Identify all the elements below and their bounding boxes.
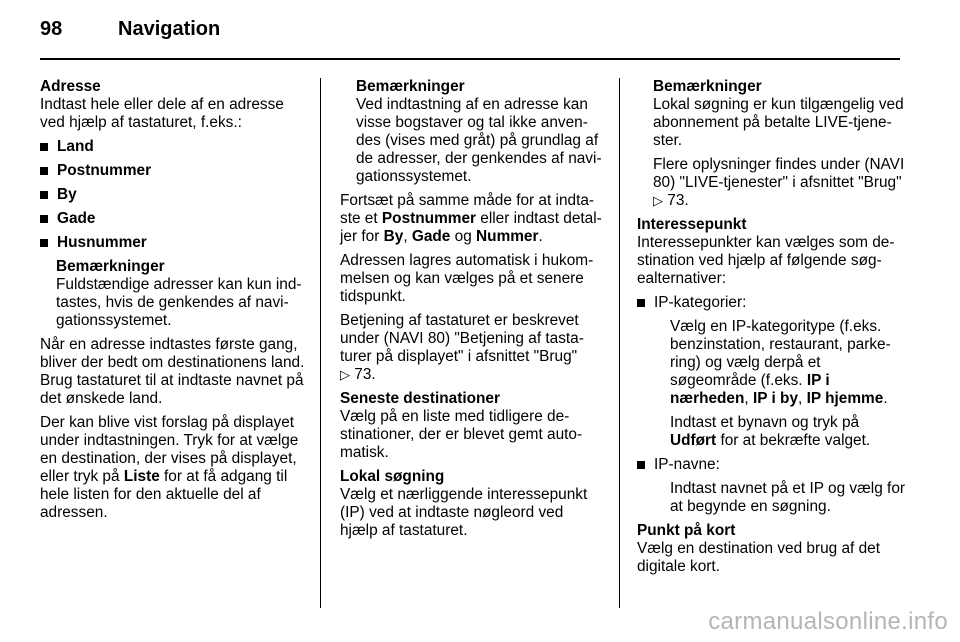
paragraph: Betjening af tastaturet er beskrevet under (NAVI 80) "Betjening af tastaturer på displayet" i afsnittet "Brug" ▷ 73.	[340, 312, 584, 383]
interesse-bullet-list	[637, 294, 905, 516]
note-text: Flere oplysninger findes under (NAVI 80) "LIVE-tjenester" i afsnittet "Brug" ▷ 73.	[653, 156, 905, 209]
bullet-icon	[637, 461, 645, 469]
column-2	[340, 78, 605, 546]
note-text: Fuldstændige adresser kan kun indtastes, hvis de genkendes af navigationssystemet.	[56, 276, 302, 329]
section-heading-lokal: Lokal søgning	[340, 468, 445, 485]
note-heading: Bemærkninger	[356, 78, 465, 95]
list-item: By	[40, 186, 305, 204]
header-rule	[40, 58, 900, 60]
paragraph: Adressen lagres automatisk i hukommelsen og kan vælges på et senere tidspunkt.	[340, 252, 594, 305]
column-divider	[320, 78, 321, 608]
page-title: Navigation	[118, 18, 221, 40]
column-1	[40, 78, 305, 528]
bullet-icon	[40, 167, 48, 175]
note-heading: Bemærkninger	[56, 258, 165, 275]
bullet-icon	[40, 143, 48, 151]
interesse-text: Interessepunkter kan vælges som destination ved hjælp af følgende søgealternativer:	[637, 234, 895, 287]
list-item: Husnummer	[40, 234, 305, 252]
page-ref-arrow-icon: ▷	[653, 193, 663, 208]
page-ref-arrow-icon: ▷	[340, 367, 350, 382]
page-ref: 73.	[667, 192, 689, 209]
note-box	[40, 258, 305, 330]
paragraph: Fortsæt på samme måde for at indtaste et Postnummer eller indtast detaljer for By, Gade og Nummer.	[340, 192, 602, 245]
watermark: carmanualsonline.info	[708, 608, 948, 635]
page-header	[40, 18, 220, 48]
seneste-text: Vælg på en liste med tidligere destinationer, der er blevet gemt automatisk.	[340, 408, 583, 461]
paragraph: Der kan blive vist forslag på displayet under indtastningen. Tryk for at vælge en destination, der vises på displayet, eller tryk på Liste for at få adgang til hele listen for den aktuelle del af adressen.	[40, 414, 299, 521]
section-heading-adresse: Adresse	[40, 78, 101, 95]
bullet-icon	[637, 299, 645, 307]
note-box	[340, 78, 605, 186]
list-item: Postnummer	[40, 162, 305, 180]
list-item: IP-navne: Indtast navnet på et IP og vælg for at begynde en søgning.	[637, 456, 905, 516]
list-item: Land	[40, 138, 305, 156]
bullet-icon	[40, 191, 48, 199]
list-item: Gade	[40, 210, 305, 228]
paragraph: Når en adresse indtastes første gang, bliver der bedt om destinationens land. Brug tastaturet til at indtaste navnet på det ønskede land.	[40, 336, 305, 407]
adresse-text: Indtast hele eller dele af en adresse ved hjælp af tastaturet, f.eks.:	[40, 96, 284, 131]
page-number: 98	[40, 18, 63, 40]
column-divider	[619, 78, 620, 608]
section-heading-interessepunkt: Interessepunkt	[637, 216, 747, 233]
note-text: Lokal søgning er kun tilgængelig ved abonnement på betalte LIVE-tjenester.	[653, 96, 904, 149]
list-item: IP-kategorier: Vælg en IP-kategoritype (f.eks. benzinstation, restaurant, parkering) og vælg derpå et søgeområde (f.eks. IP i nærheden, IP i by, IP hjemme. Indtast et bynavn og tryk på Udført for at bekræfte valget.	[637, 294, 905, 450]
section-heading-punkt: Punkt på kort	[637, 522, 736, 539]
page-ref: 73.	[354, 366, 376, 383]
section-heading-seneste: Seneste destinationer	[340, 390, 500, 407]
note-text: Ved indtastning af en adresse kan visse bogstaver og tal ikke anvendes (vises med gråt) på grundlag af de adresser, der genkendes af navigationssystemet.	[356, 96, 602, 185]
bullet-icon	[40, 215, 48, 223]
punkt-text: Vælg en destination ved brug af det digitale kort.	[637, 540, 880, 575]
adresse-bullet-list	[40, 138, 305, 252]
column-3	[637, 78, 905, 582]
note-box	[637, 78, 905, 210]
bullet-icon	[40, 239, 48, 247]
lokal-text: Vælg et nærliggende interessepunkt (IP) ved at indtaste nøgleord ved hjælp af tastaturet.	[340, 486, 588, 539]
liste-label: Liste	[123, 468, 160, 485]
note-heading: Bemærkninger	[653, 78, 762, 95]
